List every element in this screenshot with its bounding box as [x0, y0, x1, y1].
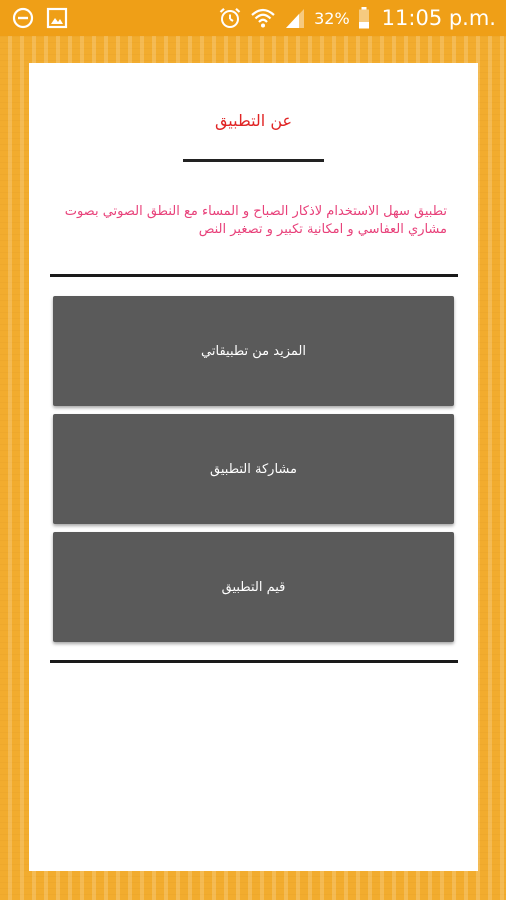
more-apps-button[interactable]: المزيد من تطبيقاتي: [53, 296, 454, 406]
share-app-button[interactable]: مشاركة التطبيق: [53, 414, 454, 524]
minus-circle-icon: [12, 7, 34, 29]
about-title: عن التطبيق: [214, 111, 293, 130]
divider-bottom: [50, 660, 458, 663]
title-underline: [183, 159, 324, 162]
signal-icon: [284, 6, 306, 30]
battery-icon: [358, 6, 370, 30]
status-bar: [0, 0, 506, 36]
battery-percent: 32%: [314, 8, 350, 28]
wifi-icon: [250, 6, 276, 30]
about-card: [29, 63, 478, 871]
status-right-icons: [218, 4, 496, 32]
rate-app-button[interactable]: قيم التطبيق: [53, 532, 454, 642]
image-icon: [46, 7, 68, 29]
status-clock: 11:05 p.m.: [381, 6, 496, 30]
about-description: تطبيق سهل الاستخدام لاذكار الصباح و المساء مع النطق الصوتي بصوت مشاري العفاسي و امكانية تكبير و تصغير النص: [64, 204, 447, 237]
status-left-icons: [12, 6, 68, 30]
divider-top: [50, 274, 458, 277]
alarm-icon: [218, 6, 242, 30]
